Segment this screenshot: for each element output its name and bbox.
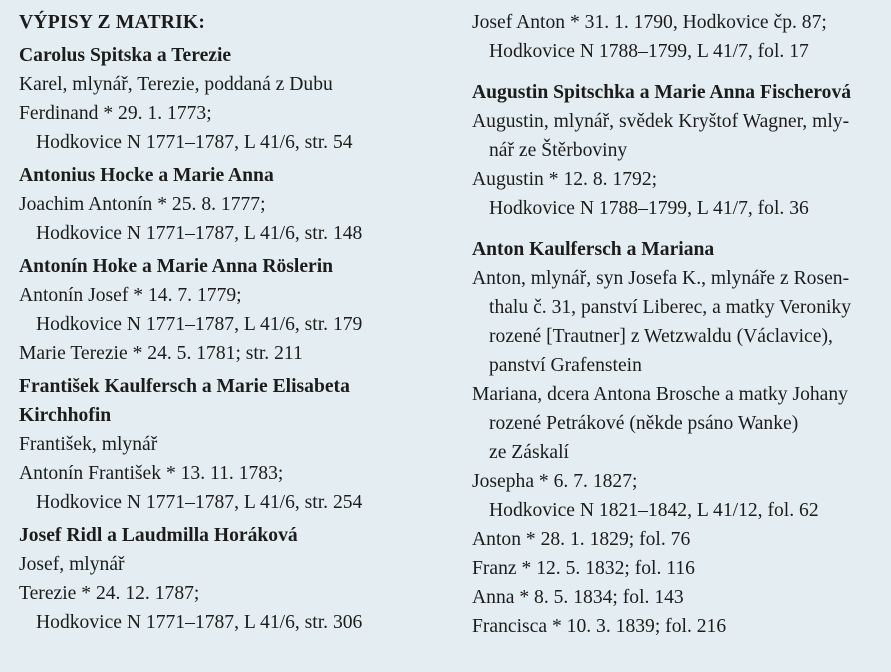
entry-line: Josef Anton * 31. 1. 1790, Hodkovice čp. 87; [472, 12, 827, 33]
entry-heading: Anton Kaulfersch a Mariana [472, 239, 715, 260]
entry-heading: Antonín Hoke a Marie Anna Röslerin [19, 256, 334, 277]
entry-detail-line: thalu č. 31, panství Liberec, a matky Veroniky [489, 297, 852, 318]
entry-detail-line: Hodkovice N 1771–1787, L 41/6, str. 54 [36, 132, 353, 153]
entry-detail-line: Hodkovice N 1788–1799, L 41/7, fol. 36 [489, 198, 809, 219]
entry-line: Josef, mlynář [19, 554, 125, 575]
left-entries [19, 41, 449, 637]
register-entry [472, 8, 882, 66]
entry-detail-line: rozené Petrákové (někde psáno Wanke) [489, 413, 799, 434]
entry-detail-line: Hodkovice N 1771–1787, L 41/6, str. 148 [36, 223, 363, 244]
entry-detail-line: Hodkovice N 1771–1787, L 41/6, str. 179 [36, 314, 363, 335]
entry-detail-line: Hodkovice N 1821–1842, L 41/12, fol. 62 [489, 500, 819, 521]
entry-detail-line: rozené [Trautner] z Wetzwaldu (Václavice), [489, 326, 833, 347]
entry-line: Franz * 12. 5. 1832; fol. 116 [472, 558, 695, 579]
entry-line: Francisca * 10. 3. 1839; fol. 216 [472, 616, 727, 637]
register-entry [19, 252, 449, 368]
entry-line: Antonín Josef * 14. 7. 1779; [19, 285, 242, 306]
entry-heading: Josef Ridl a Laudmilla Horáková [19, 525, 298, 546]
entry-line: Terezie * 24. 12. 1787; [19, 583, 200, 604]
entry-line: Anton * 28. 1. 1829; fol. 76 [472, 529, 691, 550]
entry-detail-line: nář ze Štěrboviny [489, 140, 628, 161]
entry-detail-line: Hodkovice N 1788–1799, L 41/7, fol. 17 [489, 41, 809, 62]
entry-line: Karel, mlynář, Terezie, poddaná z Dubu [19, 74, 333, 95]
register-entry [19, 161, 449, 248]
entry-line: Ferdinand * 29. 1. 1773; [19, 103, 212, 124]
register-entry [472, 235, 882, 641]
entry-line: Augustin * 12. 8. 1792; [472, 169, 658, 190]
register-entry [19, 521, 449, 637]
page-title: VÝPISY Z MATRIK: [19, 12, 206, 33]
entry-heading: Carolus Spitska a Terezie [19, 45, 232, 66]
entry-detail-line: Hodkovice N 1771–1787, L 41/6, str. 306 [36, 612, 363, 633]
entry-line: Augustin, mlynář, svědek Kryštof Wagner, mly- [472, 111, 850, 132]
register-entry [19, 41, 449, 157]
right-entries [472, 8, 882, 641]
entry-detail-line: ze Záskalí [489, 442, 569, 463]
entry-line: Marie Terezie * 24. 5. 1781; str. 211 [19, 343, 303, 364]
entry-line: Anna * 8. 5. 1834; fol. 143 [472, 587, 684, 608]
entry-heading: Kirchhofin [19, 405, 112, 426]
entry-heading: Augustin Spitschka a Marie Anna Fischerová [472, 82, 852, 103]
right-column [472, 8, 882, 645]
entry-line: Antonín František * 13. 11. 1783; [19, 463, 284, 484]
entry-line: Mariana, dcera Antona Brosche a matky Johany [472, 384, 848, 405]
entry-line: František, mlynář [19, 434, 158, 455]
entry-line: Joachim Antonín * 25. 8. 1777; [19, 194, 266, 215]
entry-detail-line: Hodkovice N 1771–1787, L 41/6, str. 254 [36, 492, 363, 513]
entry-line: Josepha * 6. 7. 1827; [472, 471, 638, 492]
entry-detail-line: panství Grafenstein [489, 355, 642, 376]
left-column [19, 8, 449, 641]
register-entry [472, 78, 882, 223]
entry-heading: Antonius Hocke a Marie Anna [19, 165, 274, 186]
register-entry [19, 372, 449, 517]
entry-heading: František Kaulfersch a Marie Elisabeta [19, 376, 350, 397]
entry-line: Anton, mlynář, syn Josefa K., mlynáře z Rosen- [472, 268, 850, 289]
